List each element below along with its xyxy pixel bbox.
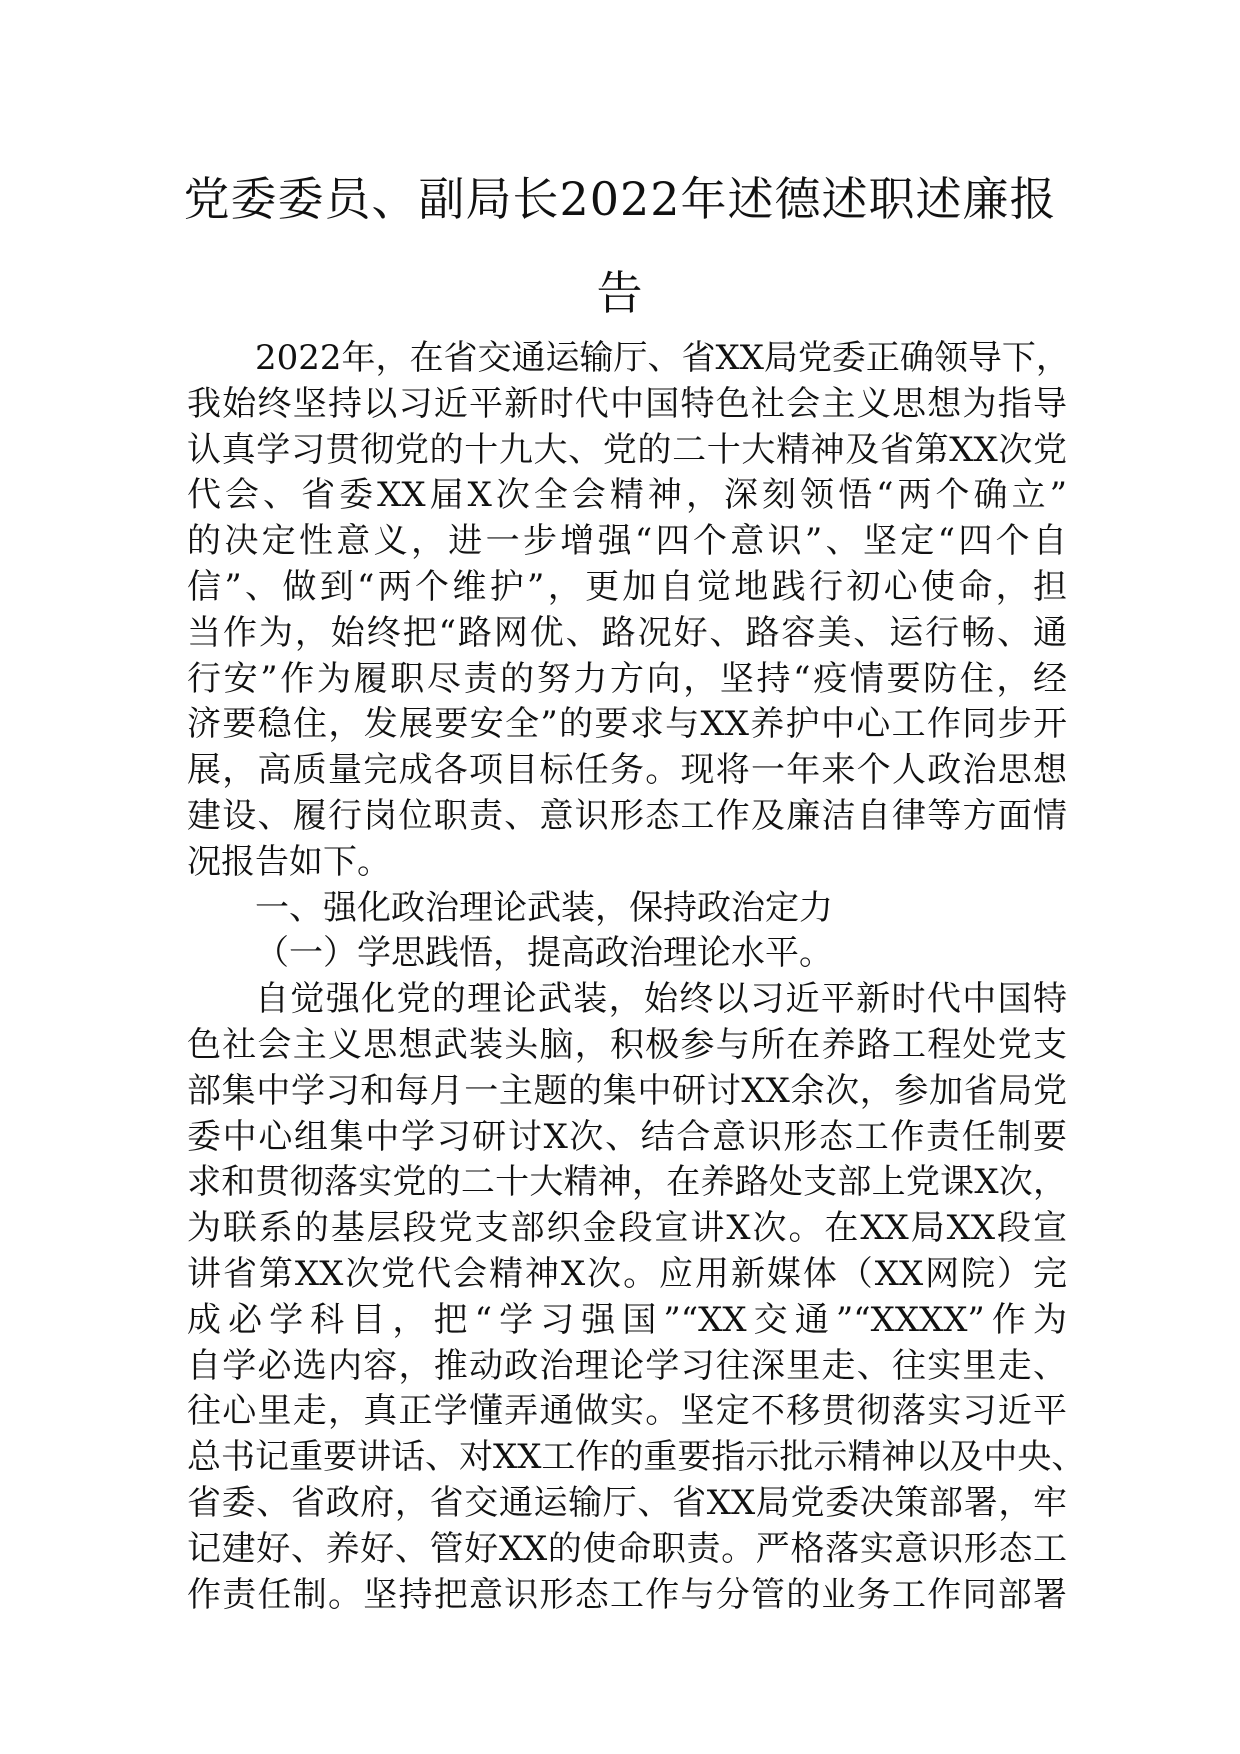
body-text-line: 况报告如下。 — [187, 841, 391, 882]
body-text-line: 济要稳住，发展要安全”的要求与XX养护中心工作同步开 — [187, 704, 1067, 745]
body-text-line: 自觉强化党的理论武装，始终以习近平新时代中国特 — [255, 979, 1067, 1020]
body-text-line: 建设、履行岗位职责、意识形态工作及廉洁自律等方面情 — [187, 795, 1067, 836]
body-text-line: 代会、省委XX届X次全会精神，深刻领悟“两个确立” — [187, 475, 1067, 516]
body-text-line: 色社会主义思想武装头脑，积极参与所在养路工程处党支 — [187, 1024, 1067, 1065]
body-text-line: 作责任制。坚持把意识形态工作与分管的业务工作同部署 — [187, 1574, 1067, 1615]
document-body — [187, 336, 1086, 1618]
body-text-line: 信”、做到“两个维护”，更加自觉地践行初心使命，担 — [187, 566, 1067, 607]
body-text-line: 认真学习贯彻党的十九大、党的二十大精神及省第XX次党 — [187, 429, 1067, 470]
body-text-line: 行安”作为履职尽责的努力方向，坚持“疫情要防住，经 — [187, 658, 1067, 699]
body-text-line: 讲省第XX次党代会精神X次。应用新媒体（XX网院）完 — [187, 1253, 1067, 1294]
body-text-line: 省委、省政府，省交通运输厅、省XX局党委决策部署，牢 — [187, 1482, 1067, 1523]
body-text-line: （一）学思践悟，提高政治理论水平。 — [255, 933, 833, 974]
body-text-line: 展，高质量完成各项目标任务。现将一年来个人政治思想 — [187, 750, 1067, 791]
body-text-line: 当作为，始终把“路网优、路况好、路容美、运行畅、通 — [187, 612, 1067, 653]
body-text-line: 我始终坚持以习近平新时代中国特色社会主义思想为指导 — [187, 383, 1067, 424]
title-line-2: 告 — [596, 266, 644, 320]
body-text-line: 2022年，在省交通运输厅、省XX局党委正确领导下， — [255, 338, 1070, 378]
body-text-line: 的决定性意义，进一步增强“四个意识”、坚定“四个自 — [187, 521, 1067, 562]
body-text-line: 一、强化政治理论武装，保持政治定力 — [255, 887, 833, 928]
body-text-line: 记建好、养好、管好XX的使命职责。严格落实意识形态工 — [187, 1528, 1067, 1569]
body-text-line: 部集中学习和每月一主题的集中研讨XX余次，参加省局党 — [187, 1070, 1067, 1111]
title-line-1: 党委委员、副局长2022年述德述职述廉报 — [183, 172, 1057, 226]
body-text-line: 总书记重要讲话、对XX工作的重要指示批示精神以及中央、 — [187, 1437, 1086, 1478]
body-text-line: 往心里走，真正学懂弄通做实。坚定不移贯彻落实习近平 — [187, 1391, 1067, 1432]
body-text-line: 成必学科目，把“学习强国”“XX交通”“XXXX”作为 — [187, 1299, 1067, 1340]
body-text-line: 为联系的基层段党支部织金段宣讲X次。在XX局XX段宣 — [187, 1208, 1067, 1249]
body-text-line: 求和贯彻落实党的二十大精神，在养路处支部上党课X次， — [187, 1162, 1067, 1203]
body-text-line: 自学必选内容，推动政治理论学习往深里走、往实里走、 — [187, 1345, 1067, 1386]
document-title — [160, 152, 1080, 340]
body-text-line: 委中心组集中学习研讨X次、结合意识形态工作责任制要 — [187, 1116, 1067, 1157]
